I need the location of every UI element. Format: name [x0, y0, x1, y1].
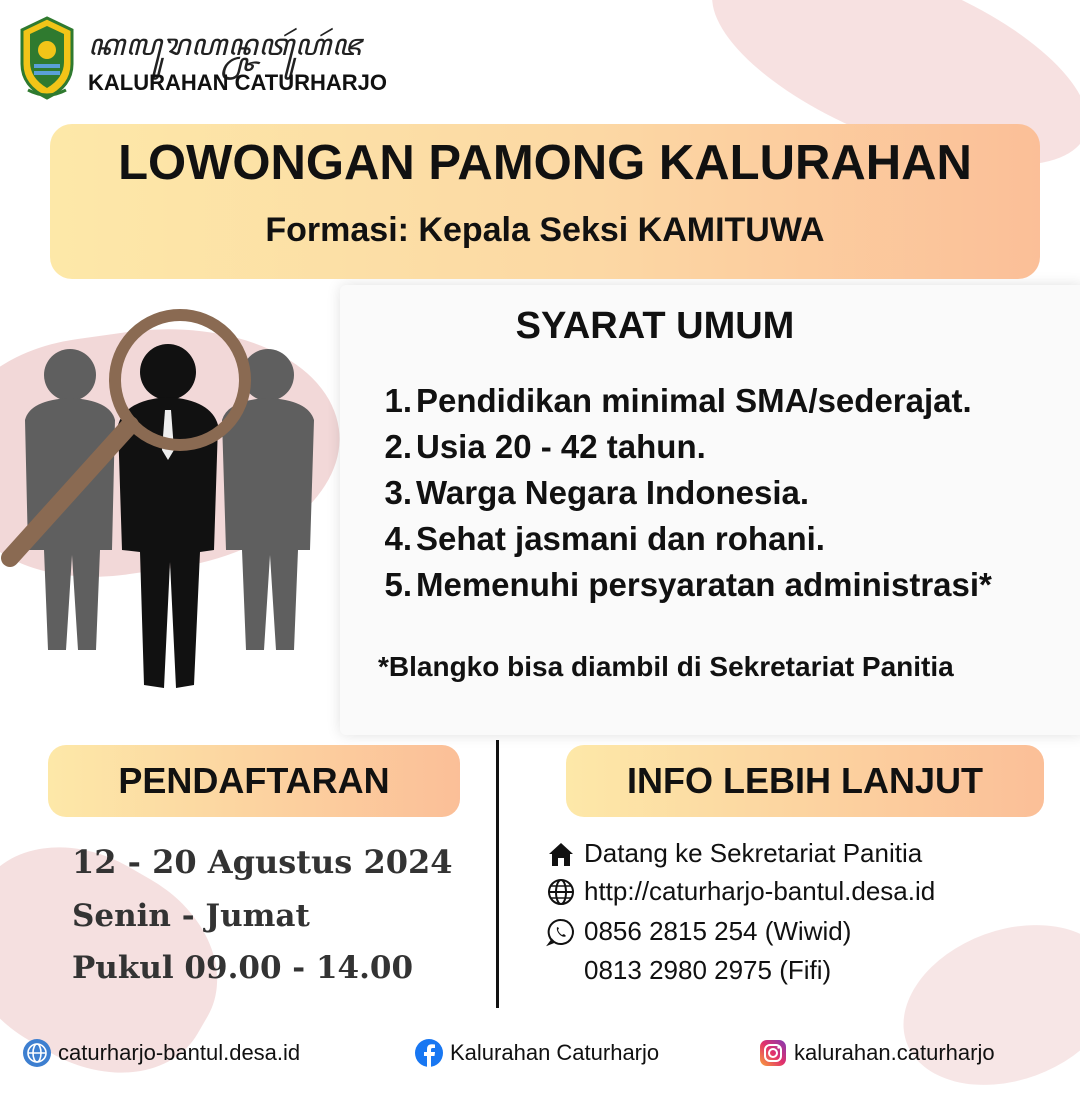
item-text: Warga Negara Indonesia.	[416, 474, 810, 511]
contact-website[interactable]	[546, 876, 935, 907]
org-name: KALURAHAN CATURHARJO	[88, 70, 388, 95]
item-text: Sehat jasmani dan rohani.	[416, 520, 825, 557]
registration-dates: 12 - 20 Agustus 2024	[72, 843, 453, 881]
contact-phone-2[interactable]	[546, 955, 831, 986]
footer-facebook-text[interactable]: Kalurahan Caturharjo	[450, 1040, 660, 1065]
list-item	[368, 470, 992, 516]
footer-website[interactable]	[22, 1038, 300, 1068]
contact-website-text[interactable]: http://caturharjo-bantul.desa.id	[584, 876, 936, 906]
item-text: Pendidikan minimal SMA/sederajat.	[416, 382, 972, 419]
footer-facebook[interactable]	[414, 1038, 659, 1068]
job-seeker-illustration	[0, 300, 340, 700]
requirements-heading: SYARAT UMUM	[515, 305, 795, 347]
requirements-note: *Blangko bisa diambil di Sekretariat Panitia	[378, 651, 954, 682]
footer-instagram[interactable]	[758, 1038, 995, 1068]
item-number: 1.	[384, 382, 412, 419]
item-number: 5.	[384, 566, 412, 603]
contact-visit	[546, 838, 922, 869]
page-title: LOWONGAN PAMONG KALURAHAN	[118, 136, 972, 190]
section-divider	[496, 740, 499, 1008]
list-item	[368, 562, 992, 608]
whatsapp-icon	[546, 917, 576, 947]
requirements-list	[368, 378, 992, 608]
info-label: INFO LEBIH LANJUT	[566, 745, 1044, 817]
footer-instagram-text[interactable]: kalurahan.caturharjo	[794, 1040, 995, 1065]
item-number: 3.	[384, 474, 412, 511]
registration-label: PENDAFTARAN	[48, 745, 460, 817]
list-item	[368, 424, 992, 470]
background-decoration	[881, 897, 1080, 1113]
item-text: Memenuhi persyaratan administrasi*	[416, 566, 992, 603]
contact-phone-1-text[interactable]: 0856 2815 254 (Wiwid)	[584, 916, 852, 946]
item-number: 2.	[384, 428, 412, 465]
kalurahan-logo	[18, 16, 76, 100]
page-subtitle: Formasi: Kepala Seksi KAMITUWA	[265, 211, 825, 249]
person-silhouette	[222, 349, 314, 650]
registration-hours: Pukul 09.00 - 14.00	[72, 950, 414, 986]
list-item	[368, 378, 992, 424]
registration-days: Senin - Jumat	[72, 898, 310, 934]
item-text: Usia 20 - 42 tahun.	[416, 428, 706, 465]
globe-icon	[546, 877, 576, 907]
footer-website-text[interactable]: caturharjo-bantul.desa.id	[58, 1040, 301, 1065]
facebook-icon	[414, 1038, 444, 1068]
list-item	[368, 516, 992, 562]
contact-visit-text: Datang ke Sekretariat Panitia	[584, 838, 923, 868]
javanese-script-title: ꦏꦭꦸꦫꦲꦤ꧀ꦕꦠꦸꦂꦲꦂꦗ	[88, 28, 363, 63]
contact-phone-1[interactable]	[546, 916, 851, 947]
home-icon	[546, 839, 576, 869]
instagram-icon	[758, 1038, 788, 1068]
person-silhouette	[118, 344, 218, 688]
contact-phone-2-text[interactable]: 0813 2980 2975 (Fifi)	[584, 955, 832, 985]
item-number: 4.	[384, 520, 412, 557]
globe-icon	[22, 1038, 52, 1068]
